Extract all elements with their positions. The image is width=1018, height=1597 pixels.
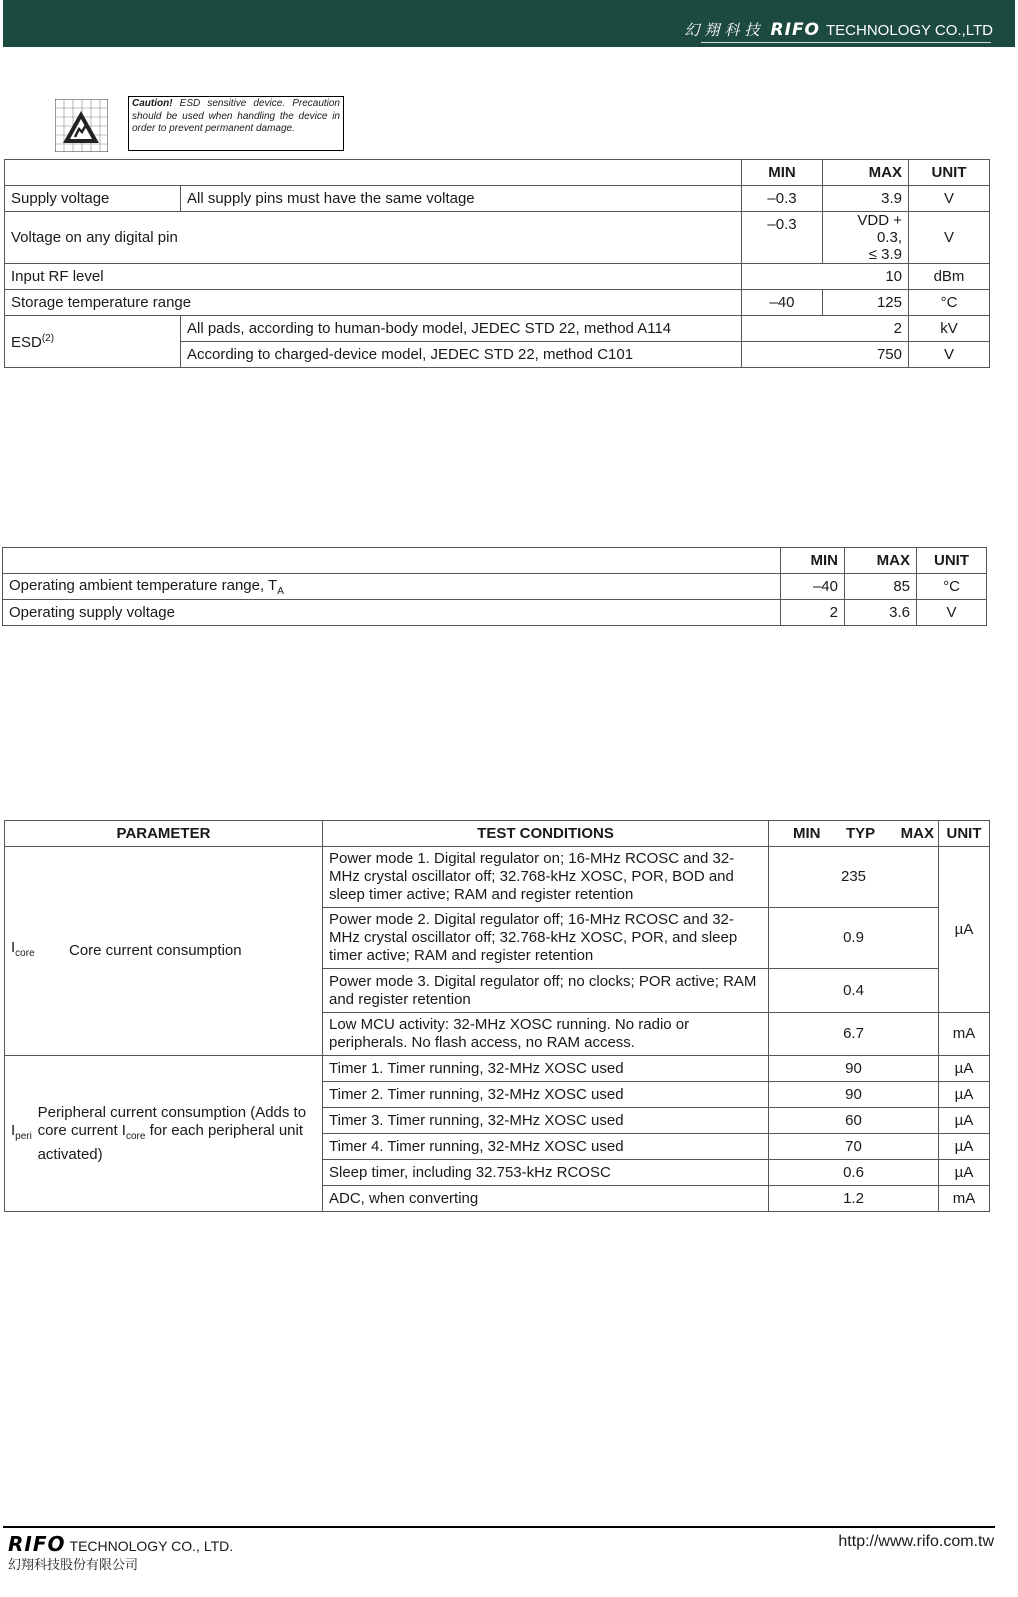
max-cell: 750 xyxy=(742,342,909,368)
unit-cell: µA xyxy=(939,1160,990,1186)
iperi-symbol xyxy=(11,1122,38,1146)
cond-cell: Timer 1. Timer running, 32-MHz XOSC used xyxy=(323,1056,769,1082)
esd-label: ESD xyxy=(11,333,42,351)
recommended-conditions-table xyxy=(2,547,987,626)
icore-symbol xyxy=(11,939,69,963)
param-cell: Storage temperature range xyxy=(5,290,742,316)
max-line-1: VDD + 0.3, xyxy=(857,212,902,246)
esd-warning-icon xyxy=(55,99,108,152)
unit-cell: V xyxy=(909,342,990,368)
table-header-row xyxy=(3,548,987,574)
cond-cell: Timer 4. Timer running, 32-MHz XOSC used xyxy=(323,1134,769,1160)
param-text: Operating ambient temperature range, T xyxy=(9,576,278,594)
cond-cell: Power mode 1. Digital regulator on; 16-MHz RCOSC and 32-MHz crystal oscillator off; 32.768-kHz XOSC, POR, BOD and sleep timer active; RAM and register retention xyxy=(323,847,769,908)
desc-sub: core xyxy=(125,1130,146,1142)
col-min: MIN xyxy=(742,160,823,186)
table-row xyxy=(5,1056,990,1082)
table-row xyxy=(5,316,990,342)
param-cell: Input RF level xyxy=(5,264,742,290)
header-blank xyxy=(3,548,781,574)
absolute-max-ratings-table xyxy=(4,159,990,368)
unit-cell: dBm xyxy=(909,264,990,290)
param-cell xyxy=(5,316,181,368)
unit-cell: °C xyxy=(909,290,990,316)
desc-a: Peripheral current consumption (Adds to core current I xyxy=(37,1103,307,1139)
table-row xyxy=(3,574,987,600)
sym-sub: core xyxy=(15,948,35,959)
min-cell: –40 xyxy=(742,290,823,316)
param-cell: Supply voltage xyxy=(5,186,181,212)
param-cell: Operating supply voltage xyxy=(3,600,781,626)
unit-cell: µA xyxy=(939,1134,990,1160)
unit-cell: mA xyxy=(939,1013,990,1056)
icore-desc: Core current consumption xyxy=(69,942,242,959)
table-header-row xyxy=(5,160,990,186)
table-row xyxy=(5,186,990,212)
unit-cell: mA xyxy=(939,1186,990,1212)
cond-cell: Power mode 3. Digital regulator off; no clocks; POR active; RAM and register retention xyxy=(323,969,769,1013)
cond-cell: All pads, according to human-body model, JEDEC STD 22, method A114 xyxy=(181,316,742,342)
typ-cell: 90 xyxy=(769,1082,939,1108)
footer-cn-name: 幻翔科技股份有限公司 xyxy=(8,1557,139,1572)
icore-param-cell xyxy=(5,847,323,1056)
col-min-typ-max xyxy=(769,821,939,847)
max-cell xyxy=(823,212,909,264)
typ-cell: 235 xyxy=(769,847,939,908)
max-cell: 85 xyxy=(845,574,917,600)
param-cell: Voltage on any digital pin xyxy=(5,212,742,264)
unit-cell: °C xyxy=(917,574,987,600)
header-brand xyxy=(685,19,993,40)
header-company: TECHNOLOGY CO.,LTD xyxy=(826,22,993,39)
cond-cell: All supply pins must have the same voltage xyxy=(181,186,742,212)
min-cell: –0.3 xyxy=(742,186,823,212)
col-max: MAX xyxy=(900,824,934,842)
unit-cell: V xyxy=(917,600,987,626)
table-header-row xyxy=(5,821,990,847)
max-cell: 2 xyxy=(742,316,909,342)
caution-text: ESD sensitive device. Precaution should be used when handling the device in order to prevent permanent damage. xyxy=(132,98,340,135)
caution-notice xyxy=(128,96,344,151)
min-cell: –0.3 xyxy=(742,212,823,264)
cond-cell: Timer 3. Timer running, 32-MHz XOSC used xyxy=(323,1108,769,1134)
table-row xyxy=(3,600,987,626)
col-unit: UNIT xyxy=(917,548,987,574)
col-typ: TYP xyxy=(845,824,876,842)
table-row xyxy=(5,212,990,264)
max-cell: 3.9 xyxy=(823,186,909,212)
table-row xyxy=(5,290,990,316)
footer-url[interactable]: http://www.rifo.com.tw xyxy=(838,1533,994,1550)
col-max: MAX xyxy=(845,548,917,574)
iperi-param-cell xyxy=(5,1056,323,1212)
typ-cell: 90 xyxy=(769,1056,939,1082)
unit-cell: V xyxy=(909,186,990,212)
unit-cell: V xyxy=(909,212,990,264)
header-cn-name: 幻翔科技 xyxy=(684,21,765,39)
desc-b: for each peripheral unit activated) xyxy=(37,1121,304,1163)
col-parameter: PARAMETER xyxy=(5,821,323,847)
header-underline xyxy=(701,42,991,43)
power-consumption-table xyxy=(4,820,990,1212)
param-sub: A xyxy=(277,585,284,597)
param-cell xyxy=(3,574,781,600)
min-cell: 2 xyxy=(781,600,845,626)
min-cell: –40 xyxy=(781,574,845,600)
caution-label: Caution! xyxy=(132,98,173,109)
max-cell: 125 xyxy=(823,290,909,316)
max-cell: 3.6 xyxy=(845,600,917,626)
iperi-desc xyxy=(38,1104,316,1164)
col-unit: UNIT xyxy=(939,821,990,847)
header-bar xyxy=(3,0,1015,47)
footer-brand xyxy=(8,1532,233,1573)
col-min: MIN xyxy=(781,548,845,574)
sym-text: I xyxy=(11,939,16,956)
header-blank xyxy=(5,160,742,186)
typ-cell: 0.9 xyxy=(769,908,939,969)
cond-cell: According to charged-device model, JEDEC STD 22, method C101 xyxy=(181,342,742,368)
unit-cell: µA xyxy=(939,847,990,1013)
unit-cell: µA xyxy=(939,1108,990,1134)
sym-sub: peri xyxy=(15,1130,32,1142)
footer-company: TECHNOLOGY CO., LTD. xyxy=(69,1538,234,1554)
cond-cell: Low MCU activity: 32-MHz XOSC running. No radio or peripherals. No flash access, no RAM access. xyxy=(323,1013,769,1056)
unit-cell: µA xyxy=(939,1082,990,1108)
col-test-conditions: TEST CONDITIONS xyxy=(323,821,769,847)
max-cell: 10 xyxy=(742,264,909,290)
max-line-2: ≤ 3.9 xyxy=(868,246,902,263)
header-logo: RIFO xyxy=(770,20,821,40)
esd-note: (2) xyxy=(41,332,55,344)
col-max: MAX xyxy=(823,160,909,186)
cond-cell: ADC, when converting xyxy=(323,1186,769,1212)
sym-text: I xyxy=(11,1121,16,1139)
table-row xyxy=(5,847,990,908)
typ-cell: 70 xyxy=(769,1134,939,1160)
typ-cell: 6.7 xyxy=(769,1013,939,1056)
footer-logo: RIFO xyxy=(8,1532,66,1556)
cond-cell: Power mode 2. Digital regulator off; 16-MHz RCOSC and 32-MHz crystal oscillator off; 32.768-kHz XOSC, POR, and sleep timer active; RAM and register retention xyxy=(323,908,769,969)
typ-cell: 0.4 xyxy=(769,969,939,1013)
table-row xyxy=(5,264,990,290)
col-min: MIN xyxy=(793,824,821,842)
col-unit: UNIT xyxy=(909,160,990,186)
typ-cell: 0.6 xyxy=(769,1160,939,1186)
typ-cell: 60 xyxy=(769,1108,939,1134)
cond-cell: Timer 2. Timer running, 32-MHz XOSC used xyxy=(323,1082,769,1108)
unit-cell: kV xyxy=(909,316,990,342)
cond-cell: Sleep timer, including 32.753-kHz RCOSC xyxy=(323,1160,769,1186)
footer-rule xyxy=(3,1526,995,1528)
typ-cell: 1.2 xyxy=(769,1186,939,1212)
unit-cell: µA xyxy=(939,1056,990,1082)
